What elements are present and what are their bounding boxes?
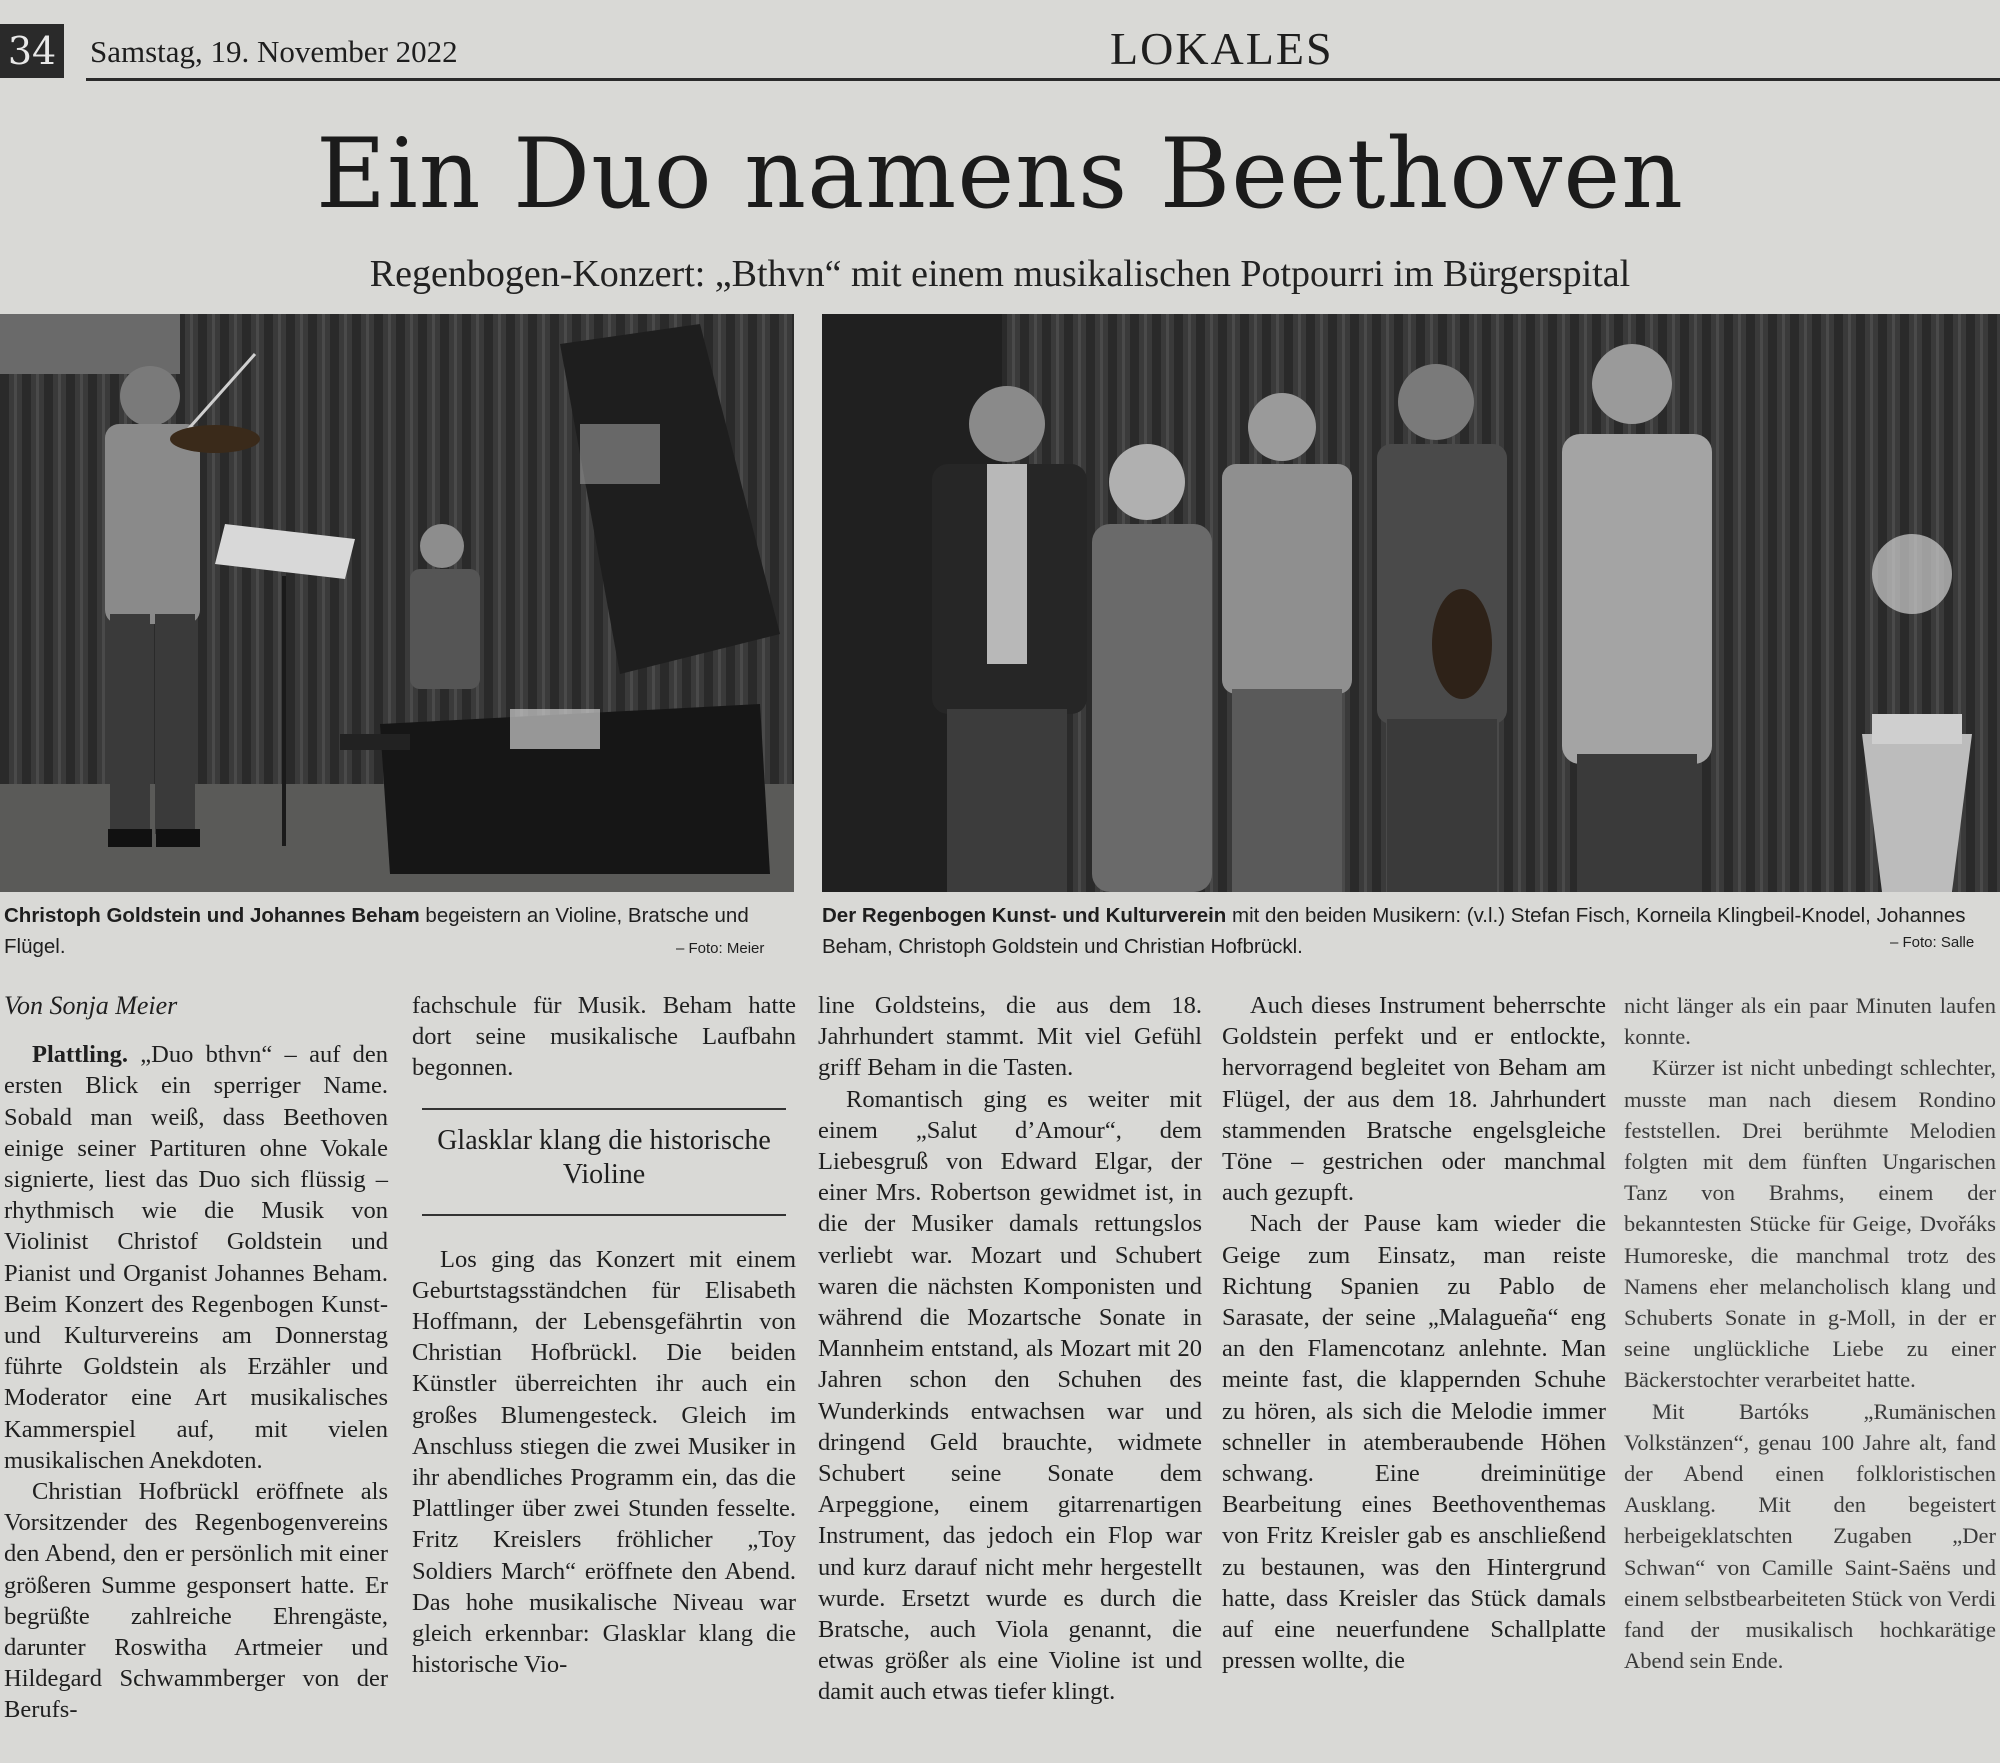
photo-right-caption [822,900,2000,962]
paragraph: Christian Hofbrückl eröffnete als Vorsitzender des Regenbogenvereins den Abend, den er persönlich mit einer größeren Summe gesponsert hatte. Er begrüßte zahlreiche Ehrengäste, darunter Roswitha Artmeier und Hildegard Schwammberger von der Berufs- [4,1478,388,1724]
paragraph [4,1039,388,1476]
paragraph: Los ging das Konzert mit einem Geburtstagsständchen für Elisabeth Hoffmann, der Lebensgefährtin von Christian Hofbrückl. Die beiden Künstler überreichten ihr auch ein großes Blumengesteck. Gleich im Anschluss stiegen die zwei Musiker in ihr abendliches Programm ein, das die Plattlinger über zwei Stunden fesselte. Fritz Kreislers fröhlicher „Toy Soldiers March“ eröffnete den Abend. Das hohe musikalische Niveau war gleich erkennbar: Glasklar klang die historische Vio- [412,1245,796,1679]
paragraph: nicht länger als ein paar Minuten laufen konnte. [1624,993,1996,1050]
text-column-2 [412,990,796,1680]
text-column-1 [4,990,388,1726]
paragraph: fachschule für Musik. Beham hatte dort seine musikalische Laufbahn begonnen. [412,992,796,1082]
text-column-4 [1222,990,1606,1676]
photo-left-caption-text: begeistern an Violine, Bratsche und Flügel. [4,904,749,958]
photo-group [822,314,2000,892]
photo-right-caption-text: mit den beiden Musikern: (v.l.) Stefan Fisch, Korneila Klingbeil-Knodel, Johannes Beham, Christoph Goldstein und Christian Hofbrückl. [822,904,1966,958]
paragraph: line Goldsteins, die aus dem 18. Jahrhundert stammt. Mit viel Gefühl griff Beham in die Tasten. [818,992,1202,1082]
paragraph: Romantisch ging es weiter mit einem „Salut d’Amour“, dem Liebesgruß von Edward Elgar, der einer Mrs. Robertson gewidmet ist, in die der Musiker damals rettungslos verliebt war. Mozart und Schubert waren die nächsten Komponisten und während die Mozartsche Sonate in Mannheim entstand, als Mozart mit 20 Jahren schon den Schuhen des Wunderkinds entwachsen war und dringend Geld brauchte, widmete Schubert seine Sonate dem Arpeggione, einem gitarrenartigen Instrument, das jedoch ein Flop war und kurz darauf nicht mehr hergestellt wurde. Ersetzt wurde es durch die Bratsche, auch Viola genannt, die etwas größer als eine Violine ist und damit auch etwas tiefer klingt. [818,1085,1202,1706]
paragraph: Nach der Pause kam wieder die Geige zum Einsatz, man reiste Richtung Spanien zu Pablo de Sarasate, der seine „Malagueña“ eng an den Flamencotanz anlehnte. Man meinte fast, die klappernden Schuhe zu hören, als sich die Melodie immer schneller in atemberaubende Höhen schwang. Eine dreiminütige Bearbeitung eines Beethoventhemas von Fritz Kreisler gab es anschließend zu bestaunen, was den Hintergrund hatte, dass Kreisler das Stück damals auf eine neuerfundene Schallplatte pressen wollte, die [1222,1210,1606,1675]
section-title: LOKALES [1110,23,1334,74]
intertitle: Glasklar klang die historische Violine [422,1108,786,1216]
article-subheadline: Regenbogen-Konzert: „Bthvn“ mit einem musikalischen Potpourri im Bürgerspital [369,253,1631,295]
photo-right-caption-bold: Der Regenbogen Kunst- und Kulturverein [822,904,1227,927]
photo-concert [0,314,794,892]
photo-left-credit: – Foto: Meier [676,940,765,957]
dateline-place: Plattling. [32,1041,128,1069]
article-headline: Ein Duo namens Beethoven [316,118,1684,230]
paragraph: Kürzer ist nicht unbedingt schlechter, musste man nach diesem Rondino feststellen. Drei berühmte Melodien folgten mit dem fünften Ungarischen Tanz von Brahms, einem der bekanntesten Stücke für Geige, Dvořáks Humoreske, die manchmal trotz des Namens eher melancholisch klang und Schuberts Sonate in g-Moll, in der er seine unglückliche Liebe zu einer Bäckerstochter verarbeitet hatte. [1624,1055,1996,1393]
byline: Von Sonja Meier [4,991,178,1020]
paragraph-text: „Duo bthvn“ – auf den ersten Blick ein sperriger Name. Sobald man weiß, dass Beethoven einige seiner Partituren ohne Vokale signierte, liest das Duo sich flüssig – rhythmisch wie die Musik von Violinist Christof Goldstein und Pianist und Organist Johannes Beham. Beim Konzert des Regenbogen Kunst- und Kulturvereins am Donnerstag führte Goldstein als Erzähler und Moderator eine Art musikalisches Kammerspiel auf, mit vielen musikalischen Anekdoten. [4,1041,389,1474]
header-rule [86,78,2000,81]
issue-date: Samstag, 19. November 2022 [90,34,458,69]
text-column-5 [1624,990,1996,1676]
paragraph: Auch dieses Instrument beherrschte Goldstein perfekt und er entlockte, hervorragend begleitet von Beham am Flügel, der aus dem 18. Jahrhundert stammenden Bratsche engelsgleiche Töne – gestrichen oder manchmal auch gezupft. [1222,992,1606,1207]
paragraph: Mit Bartóks „Rumänischen Volkstänzen“, genau 100 Jahre alt, fand der Abend einen folkloristischen Ausklang. Mit den begeistert herbeigeklatschten Zugaben „Der Schwan“ von Camille Saint-Saëns und einem selbstbearbeiteten Stück von Verdi fand der musikalisch hochkarätige Abend sein Ende. [1624,1398,1996,1674]
photo-right-credit: – Foto: Salle [1890,934,1975,951]
page-number: 34 [0,24,64,78]
photo-left-caption-bold: Christoph Goldstein und Johannes Beham [4,904,420,927]
text-column-3 [818,990,1202,1708]
